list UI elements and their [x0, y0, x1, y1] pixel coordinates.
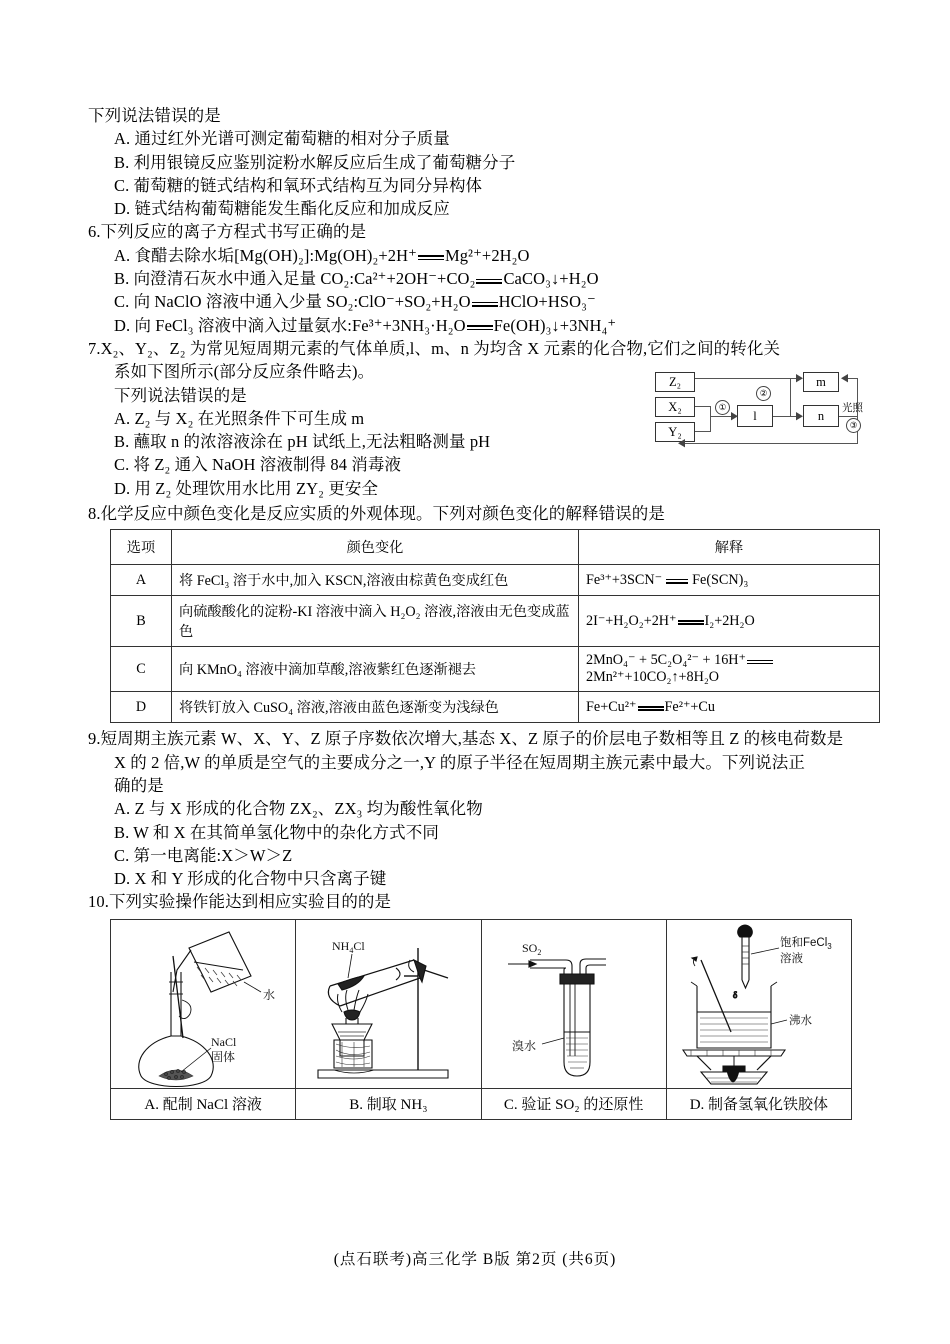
q10-number: 10.: [88, 892, 109, 912]
table-row: [111, 596, 880, 647]
q10-stem: [88, 890, 878, 913]
q6-option-a-eq-left: Mg(OH)₂+2H⁺: [314, 245, 417, 265]
label-saturated-fecl3: 饱和FeCl$_3$: [779, 936, 832, 951]
row-d-explain: [579, 692, 880, 723]
q6-option-d-label: D.: [114, 315, 131, 335]
q9-stem-line3: 确的是: [114, 775, 164, 795]
reversible-arrow-icon: [663, 574, 691, 587]
q5-option-c: C. 葡萄糖的链式结构和氧环式结构互为同分异构体: [114, 175, 483, 195]
experiment-apparatus-table: [110, 919, 852, 1120]
label-water: 水: [263, 987, 276, 1002]
table-header-row: [111, 530, 880, 565]
row-a-explain: [579, 565, 880, 596]
row-c-eq-right: 2Mn²⁺+10CO₂↑+8H₂O: [586, 669, 720, 686]
svg-text:δ: δ: [732, 989, 737, 1000]
row-c-option: C: [111, 647, 172, 692]
header-explanation: 解释: [579, 530, 880, 565]
row-b-change: 向硫酸酸化的淀粉-KI 溶液中滴入 H₂O₂ 溶液,溶液由无色变成蓝色: [172, 596, 579, 647]
q9-stem-text1: 短周期主族元素 W、X、Y、Z 原子序数依次增大,基态 X、Z 原子的价层电子数相等且 Z 的核电荷数是: [100, 729, 844, 749]
q6-option-b: [88, 267, 878, 290]
flow-box-x2: X₂: [655, 397, 695, 417]
q6-option-d: [88, 314, 878, 337]
double-bond-line-icon: [472, 296, 498, 311]
row-d-eq-left: Fe+Cu²⁺: [586, 698, 637, 715]
q10-stem-text: 下列实验操作能达到相应实验目的的是: [108, 892, 392, 912]
header-color-change: 颜色变化: [172, 530, 579, 565]
label-boiling-water: 沸水: [788, 1014, 812, 1027]
q5-option-a: A. 通过红外光谱可测定葡萄糖的相对分子质量: [114, 129, 450, 149]
caption-d: D. 制备氢氧化铁胶体: [666, 1088, 851, 1119]
flow-box-y2: Y₂: [655, 422, 695, 442]
row-c-eq-left: 2MnO₄⁻ + 5C₂O₄²⁻ + 16H⁺: [586, 652, 747, 669]
q6-option-a-eq-right: Mg²⁺+2H₂O: [444, 245, 530, 265]
double-bond-line-icon: [638, 701, 664, 714]
q7-option-c: C. 将 Z₂ 通入 NaOH 溶液制得 84 消毒液: [114, 455, 402, 475]
apparatus-cell-a: [111, 919, 296, 1088]
flow-line-into-m: [847, 378, 858, 379]
flow-arrow-to-l-icon: [731, 412, 739, 421]
q6-option-c: [88, 290, 878, 313]
apparatus-cell-b: [296, 919, 481, 1088]
row-a-eq-right: Fe(SCN)₃: [692, 571, 749, 588]
flow-line-return-horiz: [679, 443, 858, 444]
flow-line-y2-out: [695, 431, 711, 432]
q6-option-d-text: 向 FeCl₃ 溶液中滴入过量氨水:: [134, 315, 352, 335]
table-row: [111, 565, 880, 596]
q6-option-b-eq-left: Ca²⁺+2OH⁻+CO₂: [354, 269, 476, 289]
q9-option-c: C. 第一电离能:X＞W＞Z: [114, 845, 293, 865]
q6-option-b-label: B.: [114, 269, 130, 289]
double-bond-line-icon: [678, 615, 704, 628]
apparatus-row: [111, 919, 852, 1088]
q7-option-a: A. Z₂ 与 X₂ 在光照条件下可生成 m: [114, 408, 365, 428]
row-a-eq-left: Fe³⁺+3SCN⁻: [586, 571, 663, 588]
flow-box-m: m: [803, 372, 839, 392]
flow-line-l-out: [773, 416, 791, 417]
q6-option-a-label: A.: [114, 245, 131, 265]
double-bond-line-icon: [476, 273, 502, 288]
volumetric-flask-apparatus-icon: [111, 920, 296, 1088]
flow-arrow-to-y2-icon: [677, 439, 685, 448]
flow-marker-1: ①: [715, 400, 730, 415]
q7-stem-line1: [88, 337, 878, 360]
label-nh4cl: $NH_4Cl$: [332, 938, 365, 955]
q9-stem-line1: [88, 727, 878, 750]
q5-option-d: D. 链式结构葡萄糖能发生酯化反应和加成反应: [114, 199, 450, 219]
row-b-eq-right: I₂+2H₂O: [704, 612, 755, 629]
q6-option-b-text: 向澄清石灰水中通入足量 CO₂:: [133, 269, 355, 289]
color-change-table: [110, 529, 880, 723]
q7-option-b: B. 蘸取 n 的浓溶液涂在 pH 试纸上,无法粗略测量 pH: [114, 432, 491, 452]
flow-arrow-to-n-icon: [796, 412, 804, 421]
q9-number: 9.: [88, 729, 101, 749]
q6-option-d-eq-right: Fe(OH)₃↓+3NH₄⁺: [493, 315, 617, 335]
page-footer: (点石联考)高三化学 B版 第2页 (共6页): [333, 1251, 617, 1268]
q6-stem: [88, 220, 878, 243]
header-option: 选项: [111, 530, 172, 565]
so2-bromine-water-apparatus-icon: [482, 920, 667, 1088]
q6-option-c-eq-left: ClO⁻+SO₂+H₂O: [358, 292, 471, 312]
table-row: [111, 692, 880, 723]
q5-stem: 下列说法错误的是: [88, 106, 221, 125]
page-content: [88, 104, 878, 1120]
double-bond-line-icon: [467, 319, 493, 334]
flow-line-n-right: [839, 416, 858, 417]
q5-option-b: B. 利用银镜反应鉴别淀粉水解反应后生成了葡萄糖分子: [114, 152, 516, 172]
caption-b: B. 制取 NH₃: [296, 1088, 481, 1119]
q9-option-b: B. W 和 X 在其简单氢化物中的杂化方式不同: [114, 822, 439, 842]
q6-option-a: [88, 244, 878, 267]
flow-marker-2: ②: [756, 386, 771, 401]
q7-number: 7.: [88, 338, 101, 358]
flow-line-z2-out: [695, 378, 791, 379]
row-a-change: 将 FeCl₃ 溶于水中,加入 KSCN,溶液由棕黄色变成红色: [172, 565, 579, 596]
label-so2: $SO_2$: [521, 940, 541, 957]
q7-stem-text1: X₂、Y₂、Z₂ 为常见短周期元素的气体单质,l、m、n 为均含 X 元素的化合物,它们之间的转化关: [100, 338, 781, 358]
flow-box-z2: Z₂: [655, 372, 695, 392]
flow-line-split-vert: [790, 378, 791, 417]
q7-option-d: D. 用 Z₂ 处理饮用水比用 ZY₂ 更安全: [114, 478, 379, 498]
q8-number: 8.: [88, 504, 101, 524]
label-solution: 溶液: [779, 952, 803, 965]
flow-box-l: l: [737, 405, 773, 427]
flow-label-light: 光照: [842, 402, 863, 414]
table-row: [111, 647, 880, 692]
apparatus-cell-c: [481, 919, 666, 1088]
q8-stem: [88, 502, 878, 525]
double-bond-line-icon: [747, 655, 773, 668]
q7-stem-line2: 系如下图所示(部分反应条件略去)。: [114, 362, 375, 382]
flow-line-merge-vert: [710, 406, 711, 432]
q9-stem-line2: X 的 2 倍,W 的单质是空气的主要成分之一,Y 的原子半径在短周期主族元素中最大。下列说法正: [114, 752, 805, 772]
q6-stem-text: 下列反应的离子方程式书写正确的是: [100, 222, 367, 242]
row-d-change: 将铁钉放入 CuSO₄ 溶液,溶液由蓝色逐渐变为浅绿色: [172, 692, 579, 723]
row-b-eq-left: 2I⁻+H₂O₂+2H⁺: [586, 612, 677, 629]
flow-marker-3: ③: [846, 418, 861, 433]
row-d-eq-right: Fe²⁺+Cu: [664, 698, 715, 715]
flow-arrow-to-m-icon: [796, 374, 804, 383]
label-solid: 固体: [211, 1049, 236, 1064]
q6-option-c-text: 向 NaClO 溶液中通入少量 SO₂:: [133, 292, 359, 312]
caption-c: C. 验证 SO₂ 的还原性: [481, 1088, 666, 1119]
caption-a: A. 配制 NaCl 溶液: [111, 1088, 296, 1119]
label-bromine-water: 溴水: [511, 1038, 536, 1053]
flow-box-n: n: [803, 405, 839, 427]
q7-stem-line3: 下列说法错误的是: [114, 385, 247, 405]
apparatus-caption-row: [111, 1088, 852, 1119]
q6-option-d-eq-left: Fe³⁺+3NH₃·H₂O: [351, 315, 466, 335]
label-nacl: NaCl: [211, 1034, 237, 1049]
q6-option-b-eq-right: CaCO₃↓+H₂O: [503, 269, 599, 289]
apparatus-cell-d: [666, 919, 851, 1088]
q6-number: 6.: [88, 222, 101, 242]
iron-hydroxide-colloid-apparatus-icon: [667, 920, 852, 1088]
row-b-explain: [579, 596, 880, 647]
q6-option-c-label: C.: [114, 292, 130, 312]
double-bond-line-icon: [418, 250, 444, 265]
ammonia-generation-apparatus-icon: [296, 920, 481, 1088]
q8-stem-text: 化学反应中颜色变化是反应实质的外观体现。下列对颜色变化的解释错误的是: [100, 504, 665, 524]
row-b-option: B: [111, 596, 172, 647]
q7-flow-diagram: [655, 372, 865, 450]
row-d-option: D: [111, 692, 172, 723]
flow-arrow-into-m-icon: [840, 374, 848, 383]
flow-line-x2-out: [695, 406, 711, 407]
row-c-explain: [579, 647, 880, 692]
row-c-change: 向 KMnO₄ 溶液中滴加草酸,溶液紫红色逐渐褪去: [172, 647, 579, 692]
q6-option-c-eq-right: HClO+HSO₃⁻: [498, 292, 596, 312]
q6-option-a-text: 食醋去除水垢[Mg(OH)₂]:: [134, 245, 315, 265]
row-a-option: A: [111, 565, 172, 596]
q9-option-a: A. Z 与 X 形成的化合物 ZX₂、ZX₃ 均为酸性氧化物: [114, 799, 483, 819]
q9-option-d: D. X 和 Y 形成的化合物中只含离子键: [114, 869, 387, 889]
